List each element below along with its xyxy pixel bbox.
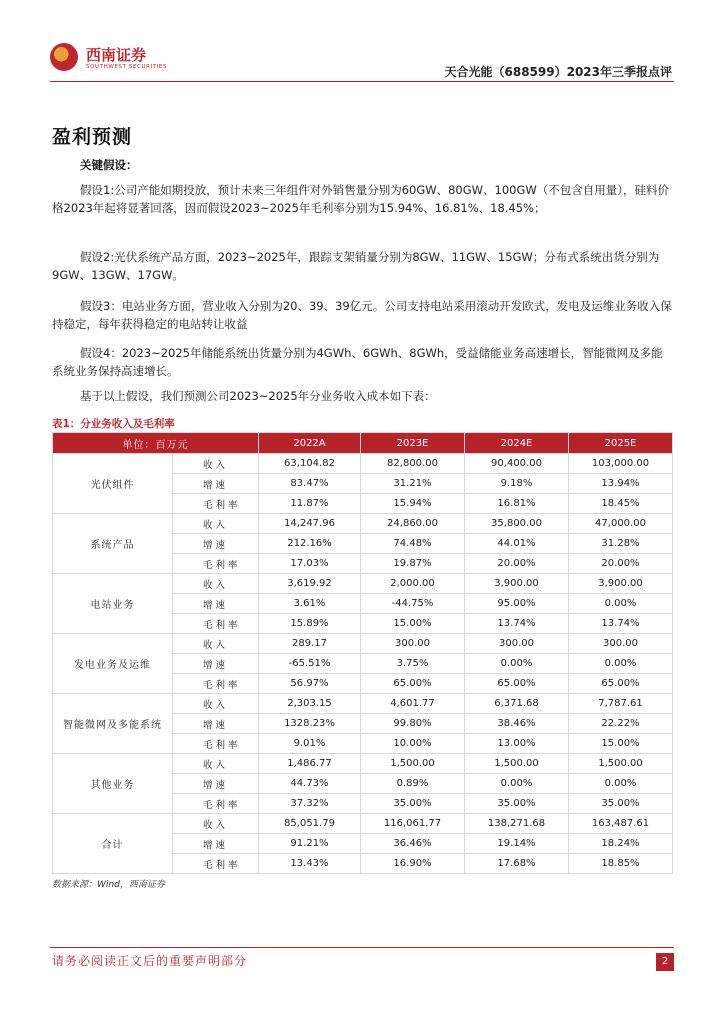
value-cell: 65.00% xyxy=(465,674,569,694)
value-cell: 63,104.82 xyxy=(259,454,361,474)
segment-name: 其他业务 xyxy=(53,754,173,814)
logo-emblem-icon xyxy=(50,43,78,71)
metric-label: 增速 xyxy=(173,594,259,614)
unit-label: 单位：百万元 xyxy=(53,433,259,454)
segment-name: 系统产品 xyxy=(53,514,173,574)
value-cell: 31.28% xyxy=(569,534,673,554)
value-cell: 300.00 xyxy=(465,634,569,654)
metric-label: 毛利率 xyxy=(173,854,259,874)
value-cell: 0.00% xyxy=(465,654,569,674)
value-cell: 13.94% xyxy=(569,474,673,494)
table-row xyxy=(53,634,673,654)
value-cell: 24,860.00 xyxy=(361,514,465,534)
table-row xyxy=(53,814,673,834)
value-cell: 65.00% xyxy=(569,674,673,694)
value-cell: 1,486.77 xyxy=(259,754,361,774)
value-cell: 212.16% xyxy=(259,534,361,554)
assumption-2: 假设2:光伏系统产品方面，2023~2025年，跟踪支架销量分别为8GW、11GW、15GW；分布式系统出货分别为9GW、13GW、17GW。 xyxy=(52,250,660,282)
metric-label: 毛利率 xyxy=(173,794,259,814)
metric-label: 收入 xyxy=(173,454,259,474)
value-cell: 15.94% xyxy=(361,494,465,514)
value-cell: 11.87% xyxy=(259,494,361,514)
metric-label: 收入 xyxy=(173,754,259,774)
value-cell: 0.89% xyxy=(361,774,465,794)
metric-label: 增速 xyxy=(173,474,259,494)
value-cell: 15.00% xyxy=(361,614,465,634)
metric-label: 收入 xyxy=(173,694,259,714)
value-cell: 300.00 xyxy=(361,634,465,654)
segment-name: 发电业务及运维 xyxy=(53,634,173,694)
metric-label: 毛利率 xyxy=(173,614,259,634)
value-cell: 20.00% xyxy=(465,554,569,574)
value-cell: 2,000.00 xyxy=(361,574,465,594)
year-header: 2024E xyxy=(465,433,569,454)
segment-revenue-table xyxy=(52,432,673,874)
disclaimer-note: 请务必阅读正文后的重要声明部分 xyxy=(52,954,248,968)
metric-label: 毛利率 xyxy=(173,494,259,514)
value-cell: 138,271.68 xyxy=(465,814,569,834)
value-cell: 13.74% xyxy=(465,614,569,634)
value-cell: 3,900.00 xyxy=(465,574,569,594)
metric-label: 毛利率 xyxy=(173,554,259,574)
metric-label: 收入 xyxy=(173,574,259,594)
table-row xyxy=(53,754,673,774)
value-cell: 95.00% xyxy=(465,594,569,614)
metric-label: 收入 xyxy=(173,514,259,534)
value-cell: 10.00% xyxy=(361,734,465,754)
table-row xyxy=(53,694,673,714)
value-cell: 19.14% xyxy=(465,834,569,854)
metric-label: 毛利率 xyxy=(173,734,259,754)
header-divider xyxy=(50,81,674,82)
value-cell: 300.00 xyxy=(569,634,673,654)
value-cell: 15.89% xyxy=(259,614,361,634)
forecast-intro: 基于以上假设，我们预测公司2023~2025年分业务收入成本如下表： xyxy=(80,389,436,403)
value-cell: 18.24% xyxy=(569,834,673,854)
footer-divider xyxy=(50,947,674,948)
page-number: 2 xyxy=(656,953,674,971)
value-cell: 90,400.00 xyxy=(465,454,569,474)
assumption-4: 假设4：2023~2025年储能系统出货量分别为4GWh、6GWh、8GWh，受益储能业务高速增长，智能微网及多能系统业务保持高速增长。 xyxy=(52,346,663,378)
key-assumptions-heading: 关键假设： xyxy=(80,158,138,172)
value-cell: 16.81% xyxy=(465,494,569,514)
value-cell: 38.46% xyxy=(465,714,569,734)
value-cell: 19.87% xyxy=(361,554,465,574)
value-cell: 74.48% xyxy=(361,534,465,554)
logo-name-en: SOUTHWEST SECURITIES xyxy=(86,64,168,70)
value-cell: 3.75% xyxy=(361,654,465,674)
value-cell: 37.32% xyxy=(259,794,361,814)
table-row xyxy=(53,454,673,474)
segment-name: 合计 xyxy=(53,814,173,874)
value-cell: 22.22% xyxy=(569,714,673,734)
value-cell: 1328.23% xyxy=(259,714,361,734)
value-cell: 56.97% xyxy=(259,674,361,694)
metric-label: 增速 xyxy=(173,654,259,674)
assumption-3: 假设3：电站业务方面，营业收入分别为20、39、39亿元。公司支持电站采用滚动开发欧式，发电及运维业务收入保持稳定，每年获得稳定的电站转让收益 xyxy=(52,299,672,331)
metric-label: 收入 xyxy=(173,634,259,654)
value-cell: 13.43% xyxy=(259,854,361,874)
assumption-1: 假设1:公司产能如期投放，预计未来三年组件对外销售量分别为60GW、80GW、100GW（不包含自用量），硅料价格2023年起将显著回落，因而假设2023~2025年毛利率分别为15.94%、16.81%、18.45%； xyxy=(52,183,669,215)
value-cell: 3,900.00 xyxy=(569,574,673,594)
value-cell: 99.80% xyxy=(361,714,465,734)
value-cell: 13.00% xyxy=(465,734,569,754)
value-cell: 17.03% xyxy=(259,554,361,574)
metric-label: 毛利率 xyxy=(173,674,259,694)
value-cell: 15.00% xyxy=(569,734,673,754)
value-cell: 103,000.00 xyxy=(569,454,673,474)
value-cell: 163,487.61 xyxy=(569,814,673,834)
segment-name: 电站业务 xyxy=(53,574,173,634)
value-cell: 9.01% xyxy=(259,734,361,754)
metric-label: 增速 xyxy=(173,534,259,554)
value-cell: 116,061.77 xyxy=(361,814,465,834)
metric-label: 增速 xyxy=(173,714,259,734)
year-header: 2025E xyxy=(569,433,673,454)
metric-label: 增速 xyxy=(173,774,259,794)
value-cell: 18.45% xyxy=(569,494,673,514)
value-cell: 35,800.00 xyxy=(465,514,569,534)
value-cell: -65.51% xyxy=(259,654,361,674)
value-cell: 16.90% xyxy=(361,854,465,874)
section-title: 盈利预测 xyxy=(52,126,133,148)
value-cell: 0.00% xyxy=(569,774,673,794)
table-row xyxy=(53,574,673,594)
value-cell: 0.00% xyxy=(569,594,673,614)
metric-label: 收入 xyxy=(173,814,259,834)
value-cell: 83.47% xyxy=(259,474,361,494)
value-cell: 35.00% xyxy=(361,794,465,814)
value-cell: 1,500.00 xyxy=(465,754,569,774)
value-cell: 7,787.61 xyxy=(569,694,673,714)
data-source: 数据来源：Wind，西南证券 xyxy=(52,880,165,890)
value-cell: 0.00% xyxy=(465,774,569,794)
table-header-row xyxy=(53,433,673,454)
value-cell: 44.01% xyxy=(465,534,569,554)
segment-name: 光伏组件 xyxy=(53,454,173,514)
year-header: 2023E xyxy=(361,433,465,454)
value-cell: 18.85% xyxy=(569,854,673,874)
value-cell: 47,000.00 xyxy=(569,514,673,534)
value-cell: 35.00% xyxy=(569,794,673,814)
report-title: 天合光能（688599）2023年三季报点评 xyxy=(444,65,672,79)
southwest-securities-logo xyxy=(50,42,210,76)
value-cell: -44.75% xyxy=(361,594,465,614)
table-title: 表1：分业务收入及毛利率 xyxy=(52,418,175,430)
value-cell: 0.00% xyxy=(569,654,673,674)
value-cell: 3,619.92 xyxy=(259,574,361,594)
value-cell: 13.74% xyxy=(569,614,673,634)
value-cell: 82,800.00 xyxy=(361,454,465,474)
value-cell: 14,247.96 xyxy=(259,514,361,534)
table-row xyxy=(53,514,673,534)
value-cell: 65.00% xyxy=(361,674,465,694)
value-cell: 35.00% xyxy=(465,794,569,814)
metric-label: 增速 xyxy=(173,834,259,854)
value-cell: 4,601.77 xyxy=(361,694,465,714)
year-header: 2022A xyxy=(259,433,361,454)
value-cell: 20.00% xyxy=(569,554,673,574)
value-cell: 44.73% xyxy=(259,774,361,794)
value-cell: 17.68% xyxy=(465,854,569,874)
value-cell: 1,500.00 xyxy=(361,754,465,774)
value-cell: 85,051.79 xyxy=(259,814,361,834)
value-cell: 91.21% xyxy=(259,834,361,854)
value-cell: 31.21% xyxy=(361,474,465,494)
value-cell: 6,371.68 xyxy=(465,694,569,714)
segment-name: 智能微网及多能系统 xyxy=(53,694,173,754)
value-cell: 1,500.00 xyxy=(569,754,673,774)
logo-name-cn: 西南证券 xyxy=(86,46,147,64)
value-cell: 2,303.15 xyxy=(259,694,361,714)
page-header xyxy=(0,0,724,90)
value-cell: 3.61% xyxy=(259,594,361,614)
value-cell: 289.17 xyxy=(259,634,361,654)
value-cell: 9.18% xyxy=(465,474,569,494)
value-cell: 36.46% xyxy=(361,834,465,854)
